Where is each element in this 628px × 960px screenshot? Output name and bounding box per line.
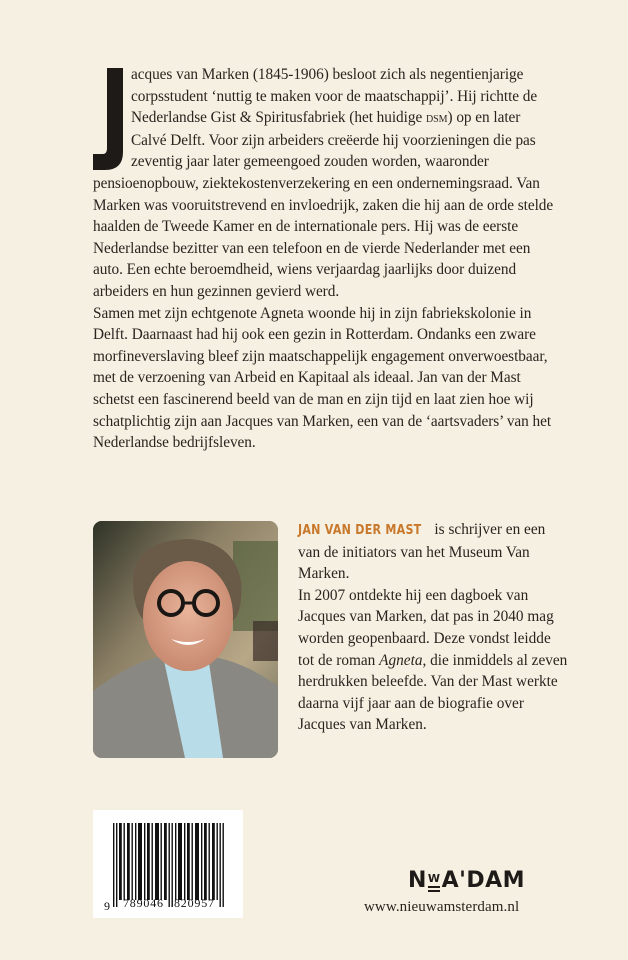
publisher-logo — [408, 868, 525, 892]
logo-n: N — [408, 868, 427, 893]
blurb-paragraph-2: Samen met zijn echtgenote Agneta woonde hij in zijn fabriekskolonie in Delft. Daarnaast had hij ook een gezin in Rotterdam. Ondanks een zware morfineverslaving bleef zijn maatschappelijk engagement onverwoestbaar, met de verzoening van Arbeid en Kapitaal als ideaal. Jan van der Mast schetst een fascinerend beeld van de man en zijn tijd en laat zien hoe wij schatplichtig zijn aan Jacques van Marken, een van de ‘aartsvaders’ van het Nederlandse bedrijfsleven. — [93, 304, 552, 452]
author-name: JAN VAN DER MAST — [298, 522, 422, 538]
bio-paragraph-2: In 2007 ontdekte hij een dagboek van Jacques van Marken, dat pas in 2040 mag worden geopenbaard. Deze vondst leidde tot de roman Agneta, die inmiddels al zeven herdrukken beleefde. Van der Mast werkte daarna vijf jaar aan de biografie over Jacques van Marken. — [298, 586, 568, 734]
barcode-lead-digit: 9 — [104, 899, 110, 913]
isbn-barcode — [93, 810, 243, 918]
publisher-url: www.nieuwamsterdam.nl — [364, 899, 520, 915]
logo-w-mark: W — [428, 874, 441, 892]
barcode-bars — [93, 810, 243, 918]
barcode-left-digits: 789046 — [123, 896, 164, 910]
dropcap-j — [93, 68, 123, 168]
dsm-smallcaps: dsm — [425, 110, 448, 127]
barcode-right-digits: 820957 — [174, 896, 215, 910]
logo-adam: A'DAM — [441, 868, 526, 893]
blurb-text — [93, 64, 557, 454]
logo-bar — [428, 886, 440, 888]
bio-paragraph-1: JAN VAN DER MAST is schrijver en een van de initiators van het Museum Van Marken. — [298, 521, 546, 583]
blurb-paragraph-1: acques van Marken (1845-1906) besloot zich als negentienjarige corpsstudent ‘nuttig te maken voor de maatschappij’. Hij richtte de Nederlandse Gist & Spiritusfabriek (het huidige dsm) op en later Calvé Delft. Voor zijn arbeiders creëerde hij voorzieningen die pas zeventig jaar later gemeengoed zouden worden, waaronder pensioenopbouw, ziektekostenverzekering en een ondernemingsraad. Van Marken was vooruitstrevend en invloedrijk, zaken die hij aan de orde stelde haalden de Tweede Kamer en de internationale pers. Hij was de eerste Nederlandse bezitter van een telefoon en de vierde Nederlander met een auto. Een echte beroemdheid, wiens verjaardag jaarlijks door duizend arbeiders en hun gezinnen gevierd werd. — [93, 66, 554, 300]
book-title-agneta: Agneta — [379, 651, 423, 669]
author-photo — [93, 521, 278, 758]
logo-bar — [428, 890, 440, 892]
author-bio — [298, 519, 568, 736]
